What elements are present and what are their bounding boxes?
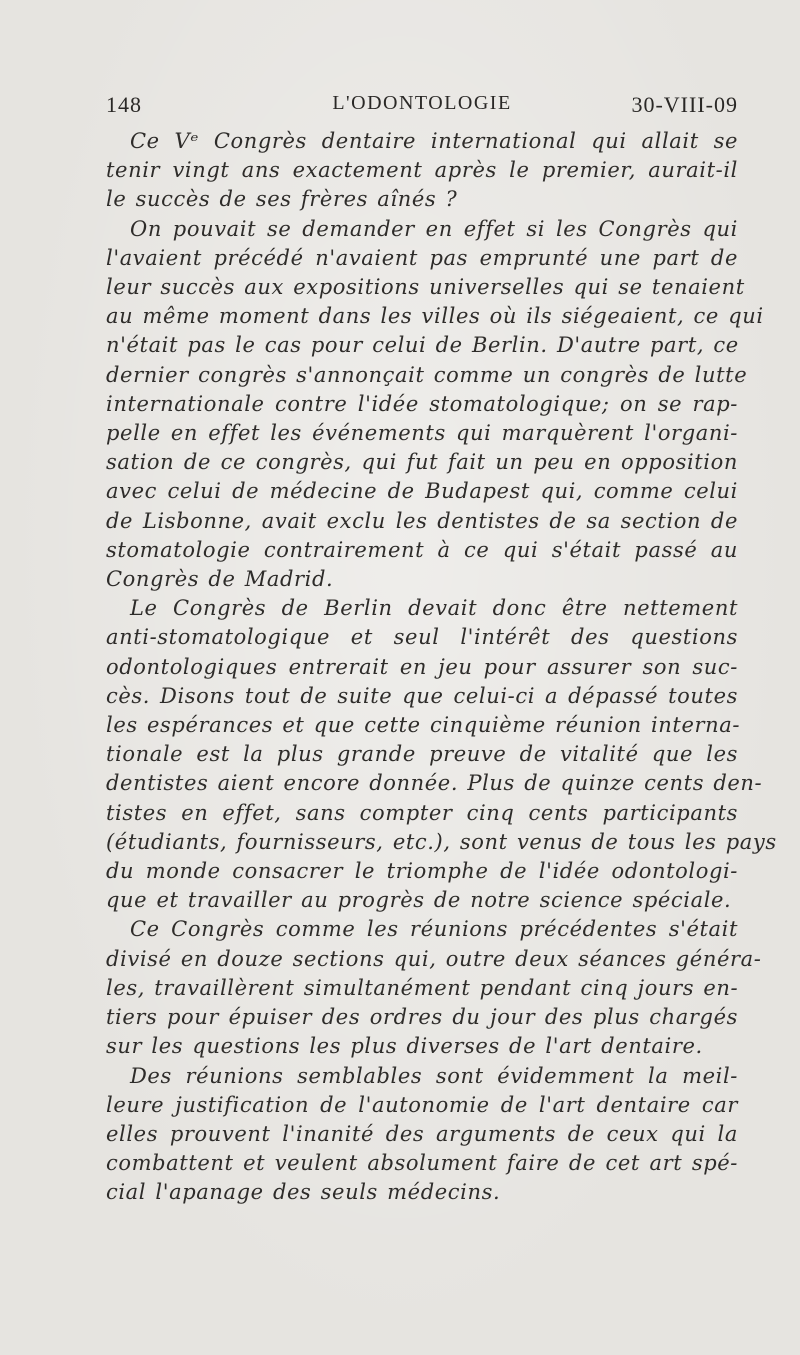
text-line: odontologiques entrerait en jeu pour assurer son suc- — [106, 654, 738, 679]
paragraph-5 — [106, 1062, 738, 1208]
text-line: combattent et veulent absolument faire de cet art spé- — [106, 1151, 738, 1176]
text-line: tionale est la plus grande preuve de vitalité que les — [106, 742, 738, 767]
text-line: On pouvait se demander en effet si les Congrès qui — [130, 216, 738, 241]
text-line: tistes en effet, sans compter cinq cents participants — [106, 800, 738, 825]
text-line: de Lisbonne, avait exclu les dentistes de sa section de — [106, 508, 738, 533]
text-line: Congrès de Madrid. — [106, 567, 334, 592]
text-line: tenir vingt ans exactement après le premier, aurait-il — [106, 158, 738, 183]
page-number: 148 — [106, 92, 142, 117]
running-header — [106, 92, 738, 122]
text-line: dernier congrès s'annonçait comme un congrès de lutte — [106, 362, 748, 387]
text-line: internationale contre l'idée stomatologique; on se rap- — [106, 391, 738, 416]
text-line: que et travailler au progrès de notre science spéciale. — [106, 888, 732, 913]
paragraph-1 — [106, 127, 738, 215]
paragraph-4 — [106, 915, 762, 1061]
text-line: leure justification de l'autonomie de l'art dentaire car — [106, 1092, 738, 1117]
text-line: leur succès aux expositions universelles qui se tenaient — [106, 275, 745, 300]
journal-title: L'ODONTOLOGIE — [332, 92, 512, 114]
paragraph-3 — [106, 594, 777, 915]
text-line: cès. Disons tout de suite que celui-ci a dépassé toutes — [106, 683, 738, 708]
text-line: divisé en douze sections qui, outre deux séances généra- — [106, 946, 762, 971]
text-line: les espérances et que cette cinquième réunion interna- — [106, 713, 741, 738]
text-line: avec celui de médecine de Budapest qui, comme celui — [106, 479, 738, 504]
text-line: sur les questions les plus diverses de l'art dentaire. — [106, 1034, 703, 1059]
body-text — [106, 127, 777, 1208]
text-line: tiers pour épuiser des ordres du jour des plus chargés — [106, 1005, 738, 1030]
text-line: le succès de ses frères aînés ? — [106, 187, 458, 212]
text-line: Ce Vᵉ Congrès dentaire international qui allait se — [130, 129, 738, 153]
text-line: du monde consacrer le triomphe de l'idée odontologi- — [106, 859, 738, 884]
text-line: n'était pas le cas pour celui de Berlin. D'autre part, ce — [106, 333, 739, 358]
text-line: Le Congrès de Berlin devait donc être nettement — [130, 596, 738, 621]
text-line: au même moment dans les villes où ils siégeaient, ce qui — [106, 304, 764, 329]
text-line: Ce Congrès comme les réunions précédentes s'était — [130, 917, 738, 942]
text-line: Des réunions semblables sont évidemment la meil- — [130, 1063, 738, 1088]
text-line: pelle en effet les événements qui marquèrent l'organi- — [106, 421, 738, 446]
text-line: (étudiants, fournisseurs, etc.), sont venus de tous les pays — [106, 829, 777, 854]
text-line: anti-stomatologique et seul l'intérêt des questions — [106, 625, 738, 650]
text-line: stomatologie contrairement à ce qui s'était passé au — [106, 537, 738, 562]
text-line: dentistes aient encore donnée. Plus de quinze cents den- — [106, 771, 763, 796]
text-line: cial l'apanage des seuls médecins. — [106, 1180, 501, 1205]
paragraph-2 — [106, 215, 764, 595]
issue-date: 30-VIII-09 — [631, 92, 738, 117]
text-line: sation de ce congrès, qui fut fait un peu en opposition — [106, 450, 738, 475]
text-line: les, travaillèrent simultanément pendant cinq jours en- — [106, 975, 739, 1000]
text-line: elles prouvent l'inanité des arguments de ceux qui la — [106, 1121, 738, 1146]
text-line: l'avaient précédé n'avaient pas emprunté une part de — [106, 245, 738, 270]
